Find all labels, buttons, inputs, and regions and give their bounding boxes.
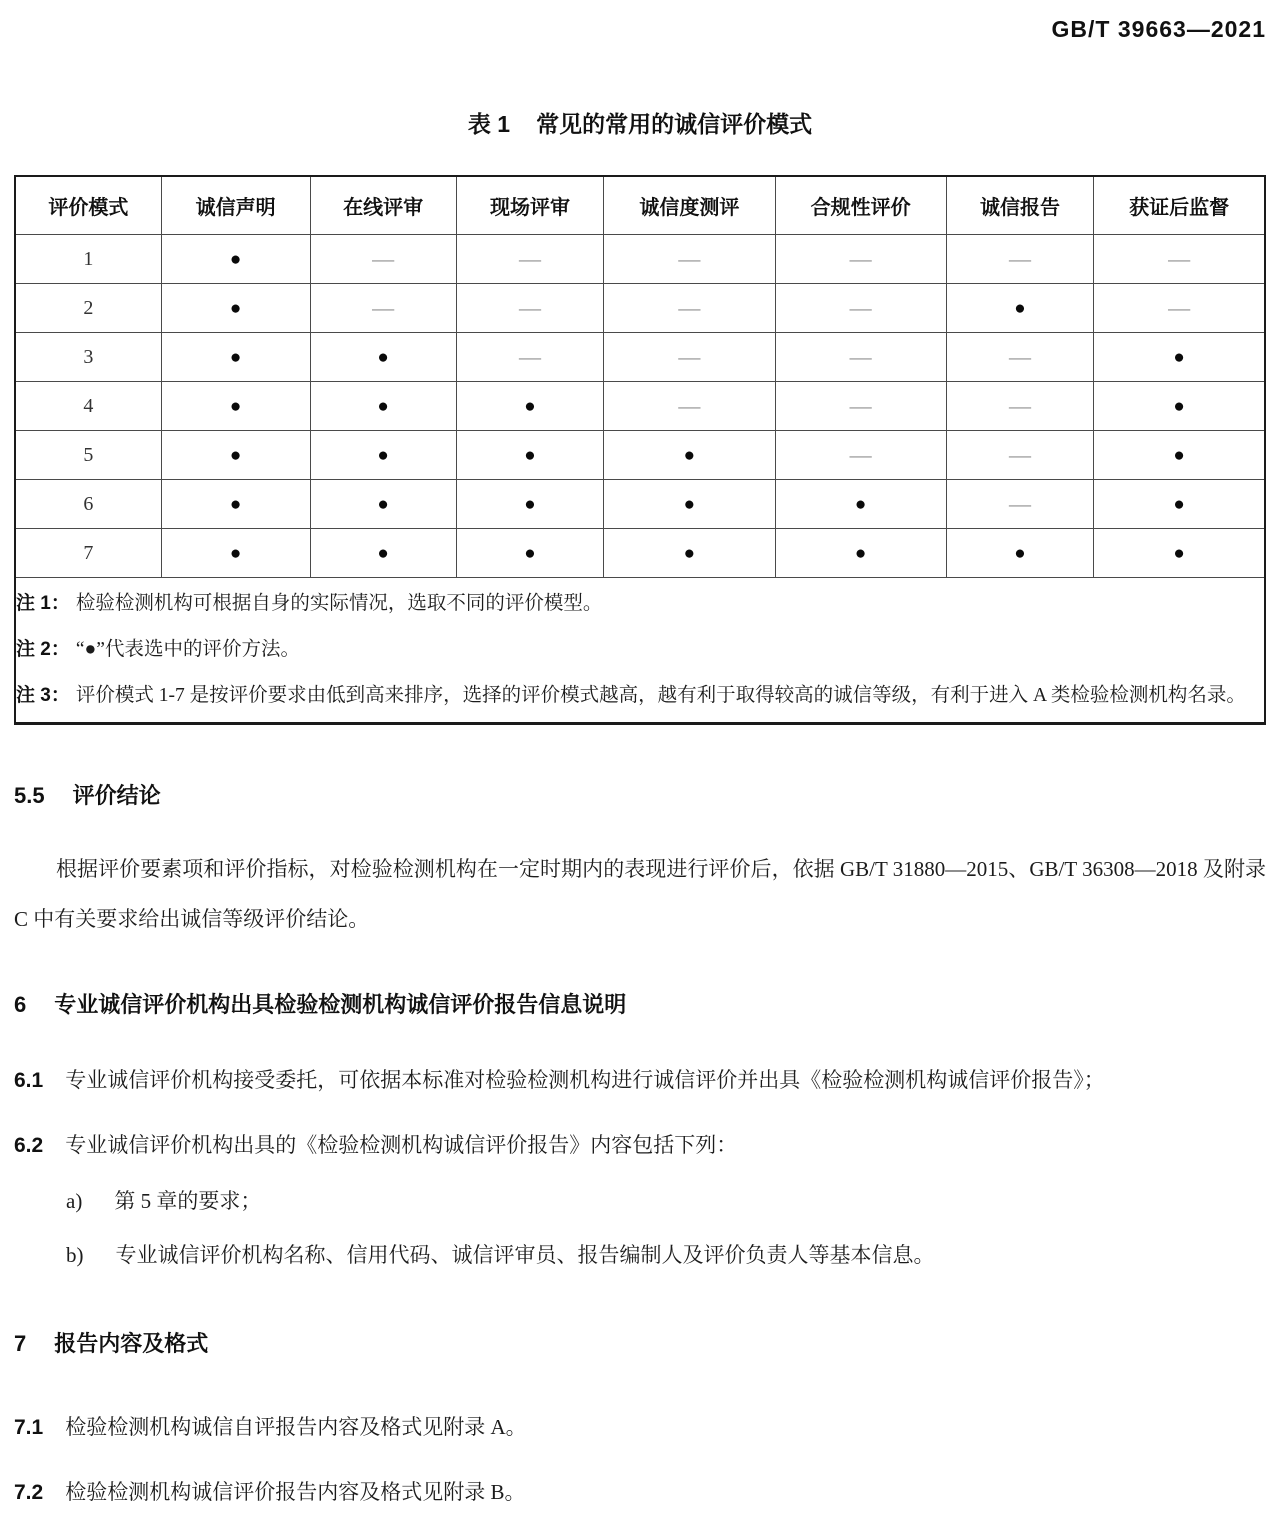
table-cell-mark: — [678,344,701,369]
table-cell-mark: — [519,246,541,271]
note-label: 注 2： [16,639,70,660]
table-cell-mark: ● [1173,493,1185,515]
clause-number: 6.1 [14,1069,44,1092]
column-header: 获证后监督 [1094,176,1265,235]
mode-number: 5 [15,431,161,480]
section-heading-6 [14,988,1266,1019]
table-cell-mark: — [372,295,395,320]
clause-text: 专业诚信评价机构出具的《检验检测机构诚信评价报告》内容包括下列： [65,1133,738,1157]
table-cell-mark: — [1009,491,1031,516]
table-cell-mark: ● [854,493,867,515]
table-cell-mark: — [519,344,541,369]
table-cell-mark: ● [229,493,242,515]
table-cell-mark: ● [683,542,696,564]
clause-text: 检验检测机构诚信自评报告内容及格式见附录 A。 [65,1415,527,1439]
table-cell-mark: ● [683,444,696,466]
table-cell-mark: ● [524,493,536,515]
table-cell-mark: ● [1014,542,1026,564]
column-header: 诚信度测评 [604,176,775,235]
table-cell-mark: — [849,442,872,467]
column-header: 在线评审 [310,176,456,235]
table-cell-mark: — [519,295,541,320]
table-cell-mark: ● [1173,346,1185,368]
table-row [15,529,1265,578]
document-header [14,16,1266,50]
table-header-row [15,176,1265,235]
table-row [15,284,1265,333]
table-row [15,431,1265,480]
table-cell-mark: ● [229,248,242,270]
section-number: 5.5 [14,783,45,808]
list-item-b [14,1231,1266,1279]
table-caption-number: 表 1 [467,111,511,137]
section-number: 7 [14,1331,27,1356]
table-cell-mark: ● [377,346,389,368]
mode-number: 1 [15,235,161,284]
table-cell-mark: ● [229,297,242,319]
clause-number: 7.1 [14,1416,44,1439]
paragraph-5-5: 根据评价要素项和评价指标，对检验检测机构在一定时期内的表现进行评价后，依据 GB/T 31880—2015、GB/T 36308—2018 及附录 C 中有关要求给出诚信等级评价结论。 [14,857,1266,931]
column-header: 合规性评价 [775,176,946,235]
list-item-a [14,1177,1266,1225]
note-text: 检验检测机构可根据自身的实际情况，选取不同的评价模型。 [75,593,603,614]
clause-6-1 [14,1055,1266,1106]
table-cell-mark: ● [1014,297,1026,319]
table-notes-row [15,578,1265,724]
table-cell-mark: — [849,246,872,271]
column-header: 现场评审 [456,176,604,235]
table-note [16,630,1264,670]
table-cell-mark: ● [377,395,389,417]
table-cell-mark: — [372,246,395,271]
mode-number: 7 [15,529,161,578]
section-heading-7 [14,1327,1266,1358]
list-item-label: a) [66,1189,83,1213]
table-row [15,480,1265,529]
table-cell-mark: — [1009,442,1031,467]
table-cell-mark: ● [229,346,242,368]
column-header: 诚信声明 [161,176,310,235]
table-cell-mark: ● [377,493,389,515]
note-label: 注 1： [16,593,70,614]
table-cell-mark: ● [229,395,242,417]
evaluation-modes-table [14,175,1266,725]
table-note [16,584,1264,624]
section-title: 评价结论 [72,783,161,808]
note-text: 评价模式 1-7 是按评价要求由低到高来排序，选择的评价模式越高，越有利于取得较高的诚信等级，有利于进入 A 类检验检测机构名录。 [75,685,1246,706]
list-item-text: 第 5 章的要求； [114,1189,262,1213]
table-caption-text: 常见的常用的诚信评价模式 [536,111,813,137]
mode-number: 2 [15,284,161,333]
table-cell-mark: ● [229,542,242,564]
table-cell-mark: — [678,295,701,320]
table-cell-mark: ● [524,444,536,466]
table-cell-mark: ● [229,444,242,466]
clause-number: 7.2 [14,1481,44,1504]
table-caption [14,106,1266,139]
table-cell-mark: — [1009,344,1031,369]
table-note [16,676,1264,716]
table-cell-mark: — [1009,393,1031,418]
list-item-label: b) [66,1243,84,1267]
table-cell-mark: ● [854,542,867,564]
list-item-text: 专业诚信评价机构名称、信用代码、诚信评审员、报告编制人及评价负责人等基本信息。 [115,1243,935,1267]
section-title: 专业诚信评价机构出具检验检测机构诚信评价报告信息说明 [54,992,627,1017]
table-cell-mark: — [678,246,701,271]
table-cell-mark: ● [377,444,389,466]
table-cell-mark: — [849,393,872,418]
note-label: 注 3： [16,685,70,706]
note-text: “●”代表选中的评价方法。 [75,639,300,660]
clause-number: 6.2 [14,1134,44,1157]
standard-number: GB/T 39663—2021 [1051,16,1266,42]
clause-text: 专业诚信评价机构接受委托，可依据本标准对检验检测机构进行诚信评价并出具《检验检测机构诚信评价报告》； [65,1068,1105,1092]
table-cell-mark: ● [524,542,536,564]
mode-number: 4 [15,382,161,431]
clause-7-2 [14,1467,1266,1518]
table-row [15,235,1265,284]
mode-number: 3 [15,333,161,382]
table-cell-mark: ● [683,493,696,515]
table-cell-mark: ● [1173,444,1185,466]
clause-6-2 [14,1120,1266,1171]
table-row [15,382,1265,431]
table-cell-mark: ● [524,395,536,417]
section-title: 报告内容及格式 [54,1331,209,1356]
column-header: 评价模式 [15,176,161,235]
mode-number: 6 [15,480,161,529]
table-cell-mark: ● [377,542,389,564]
table-cell-mark: — [1009,246,1031,271]
table-cell-mark: — [678,393,701,418]
table-row [15,333,1265,382]
table-cell-mark: ● [1173,395,1185,417]
section-heading-5-5 [14,779,1266,810]
table-cell-mark: — [849,344,872,369]
table-cell-mark: — [1168,295,1191,320]
clause-7-1 [14,1402,1266,1453]
section-number: 6 [14,992,27,1017]
table-cell-mark: — [1168,246,1191,271]
column-header: 诚信报告 [946,176,1094,235]
table-cell-mark: — [849,295,872,320]
clause-text: 检验检测机构诚信评价报告内容及格式见附录 B。 [65,1480,526,1504]
table-cell-mark: ● [1173,542,1185,564]
